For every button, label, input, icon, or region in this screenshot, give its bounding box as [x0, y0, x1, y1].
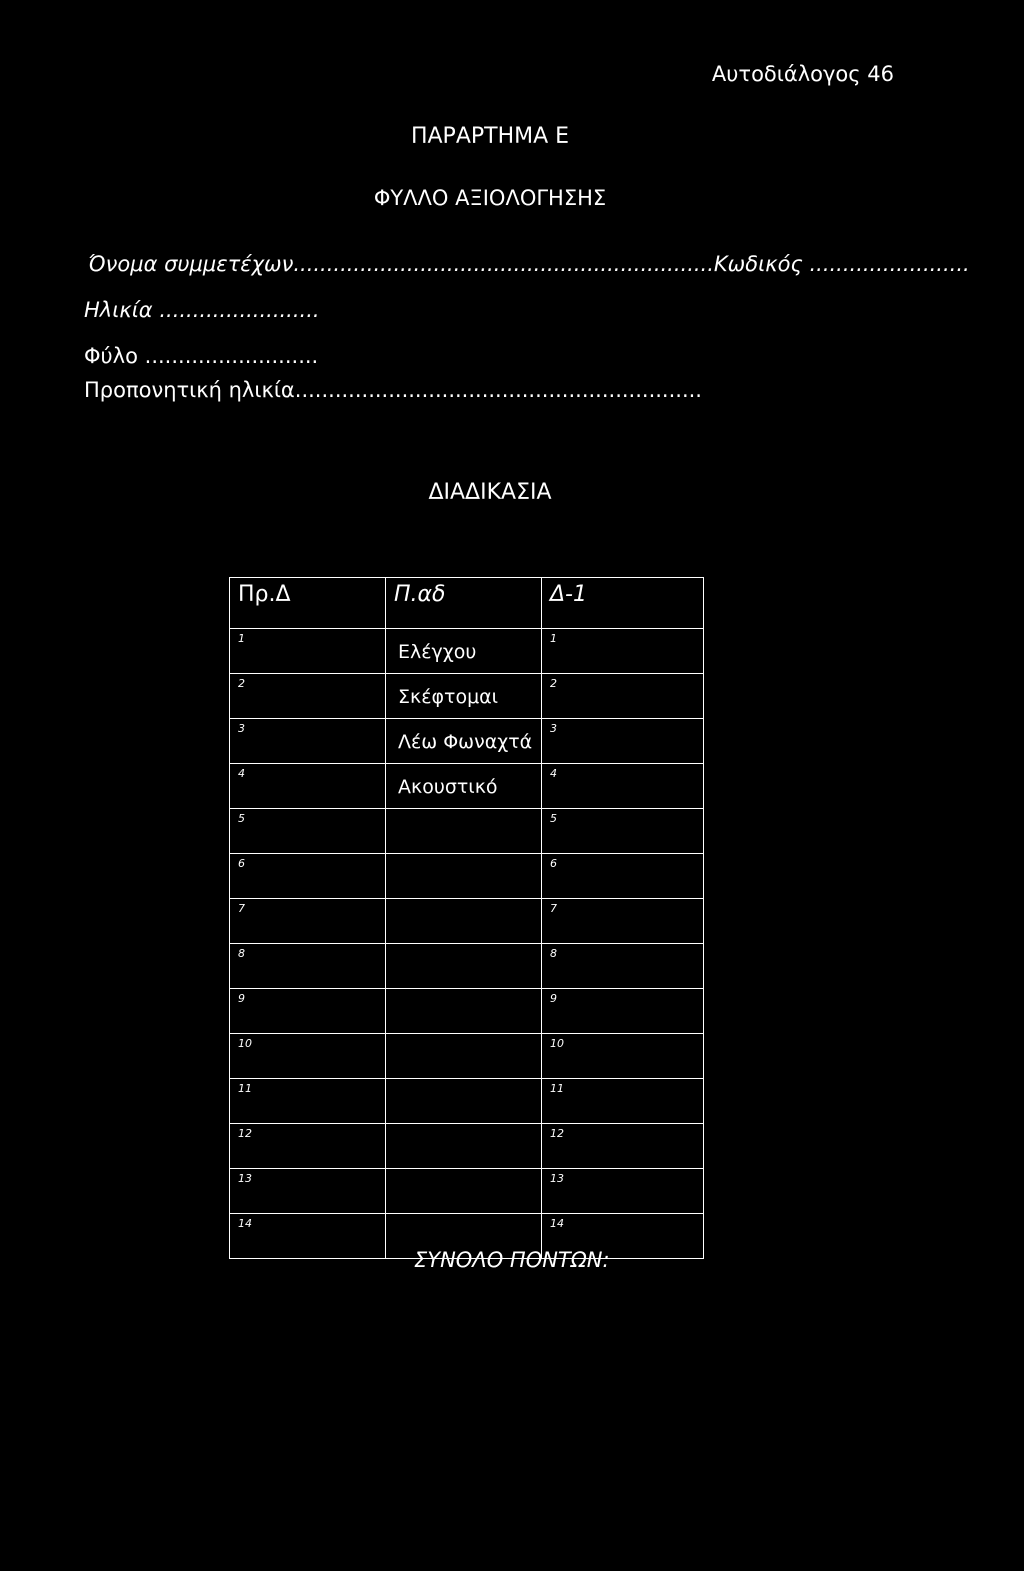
score-cell-left[interactable] [230, 1169, 386, 1214]
score-cell-right[interactable] [542, 989, 704, 1034]
table-row [230, 719, 704, 764]
name-dots: ............................................................... [293, 252, 714, 276]
code-label: Κωδικός [713, 252, 803, 276]
sex-field[interactable] [84, 344, 318, 368]
word-cell [386, 809, 542, 854]
row-number-right: 11 [550, 1082, 564, 1095]
row-number-left: 14 [238, 1217, 252, 1230]
table-row [230, 1169, 704, 1214]
row-number-left: 3 [238, 722, 245, 735]
score-cell-left[interactable] [230, 1034, 386, 1079]
appendix-title: ΠΑΡΑΡΤΗΜΑ Ε [410, 124, 570, 149]
row-number-right: 3 [550, 722, 557, 735]
training-age-dots: ............................................................. [294, 378, 702, 402]
training-age-field[interactable] [84, 378, 702, 402]
row-number-right: 2 [550, 677, 557, 690]
table-row [230, 764, 704, 809]
row-number-left: 6 [238, 857, 245, 870]
score-cell-right[interactable] [542, 854, 704, 899]
name-label: Όνομα συμμετέχων [88, 252, 294, 276]
score-cell-left[interactable] [230, 809, 386, 854]
header-p-ad: Π.αδ [386, 578, 542, 629]
word-cell [386, 674, 542, 719]
table-row [230, 989, 704, 1034]
row-number-left: 4 [238, 767, 245, 780]
word-cell [386, 719, 542, 764]
row-number-left: 2 [238, 677, 245, 690]
evaluation-table [229, 577, 704, 1259]
sex-dots: .......................... [144, 344, 319, 368]
word-label: Ελέγχου [398, 641, 477, 663]
table-row [230, 1124, 704, 1169]
row-number-right: 14 [550, 1217, 564, 1230]
score-cell-right[interactable] [542, 629, 704, 674]
word-cell [386, 899, 542, 944]
row-number-left: 1 [238, 632, 245, 645]
score-cell-left[interactable] [230, 854, 386, 899]
header-pr-d: Πρ.Δ [230, 578, 386, 629]
row-number-left: 10 [238, 1037, 252, 1050]
procedure-title: ΔΙΑΔΙΚΑΣΙΑ [428, 480, 552, 505]
word-cell [386, 1124, 542, 1169]
row-number-right: 10 [550, 1037, 564, 1050]
row-number-left: 5 [238, 812, 245, 825]
row-number-right: 7 [550, 902, 557, 915]
score-cell-right[interactable] [542, 674, 704, 719]
word-cell [386, 629, 542, 674]
table-row [230, 854, 704, 899]
score-cell-left[interactable] [230, 989, 386, 1034]
table-row [230, 899, 704, 944]
participant-name-field[interactable] [88, 252, 970, 276]
row-number-right: 8 [550, 947, 557, 960]
word-label: Λέω Φωναχτά [398, 731, 533, 753]
age-label: Ηλικία [84, 298, 153, 322]
header-d-1: Δ-1 [542, 578, 704, 629]
table-row [230, 674, 704, 719]
total-points-label: ΣΥΝΟΛΟ ΠΟΝΤΩΝ: [414, 1248, 610, 1272]
age-field[interactable] [84, 298, 320, 322]
table-row [230, 944, 704, 989]
row-number-left: 7 [238, 902, 245, 915]
row-number-right: 1 [550, 632, 557, 645]
row-number-left: 11 [238, 1082, 252, 1095]
score-cell-left[interactable] [230, 1214, 386, 1259]
row-number-right: 4 [550, 767, 557, 780]
row-number-left: 9 [238, 992, 245, 1005]
word-cell [386, 854, 542, 899]
word-label: Ακουστικό [398, 776, 498, 798]
word-cell [386, 1169, 542, 1214]
row-number-left: 12 [238, 1127, 252, 1140]
row-number-right: 5 [550, 812, 557, 825]
page-header: Αυτοδιάλογος 46 [711, 62, 894, 86]
score-cell-left[interactable] [230, 1079, 386, 1124]
row-number-right: 13 [550, 1172, 564, 1185]
score-cell-right[interactable] [542, 1169, 704, 1214]
table-row [230, 629, 704, 674]
word-label: Σκέφτομαι [398, 686, 499, 708]
table-row [230, 809, 704, 854]
score-cell-left[interactable] [230, 764, 386, 809]
table-header-row [230, 578, 704, 629]
score-cell-right[interactable] [542, 719, 704, 764]
score-cell-right[interactable] [542, 899, 704, 944]
score-cell-left[interactable] [230, 899, 386, 944]
score-cell-left[interactable] [230, 674, 386, 719]
row-number-right: 6 [550, 857, 557, 870]
score-cell-right[interactable] [542, 809, 704, 854]
score-cell-left[interactable] [230, 1124, 386, 1169]
table-body [230, 629, 704, 1259]
score-cell-left[interactable] [230, 629, 386, 674]
training-age-label: Προπονητική ηλικία [84, 378, 295, 402]
table-row [230, 1079, 704, 1124]
word-cell [386, 944, 542, 989]
form-title: ΦΥΛΛΟ ΑΞΙΟΛΟΓΗΣΗΣ [373, 186, 607, 210]
score-cell-right[interactable] [542, 1124, 704, 1169]
code-dots: ........................ [809, 252, 970, 276]
age-dots: ........................ [159, 298, 320, 322]
row-number-left: 8 [238, 947, 245, 960]
score-cell-left[interactable] [230, 719, 386, 764]
score-cell-right[interactable] [542, 764, 704, 809]
row-number-right: 12 [550, 1127, 564, 1140]
score-cell-right[interactable] [542, 1079, 704, 1124]
score-cell-right[interactable] [542, 944, 704, 989]
word-cell [386, 764, 542, 809]
sex-label: Φύλο [84, 344, 138, 368]
word-cell [386, 1079, 542, 1124]
word-cell [386, 1034, 542, 1079]
table-row [230, 1034, 704, 1079]
score-cell-left[interactable] [230, 944, 386, 989]
score-cell-right[interactable] [542, 1034, 704, 1079]
row-number-right: 9 [550, 992, 557, 1005]
row-number-left: 13 [238, 1172, 252, 1185]
word-cell [386, 989, 542, 1034]
